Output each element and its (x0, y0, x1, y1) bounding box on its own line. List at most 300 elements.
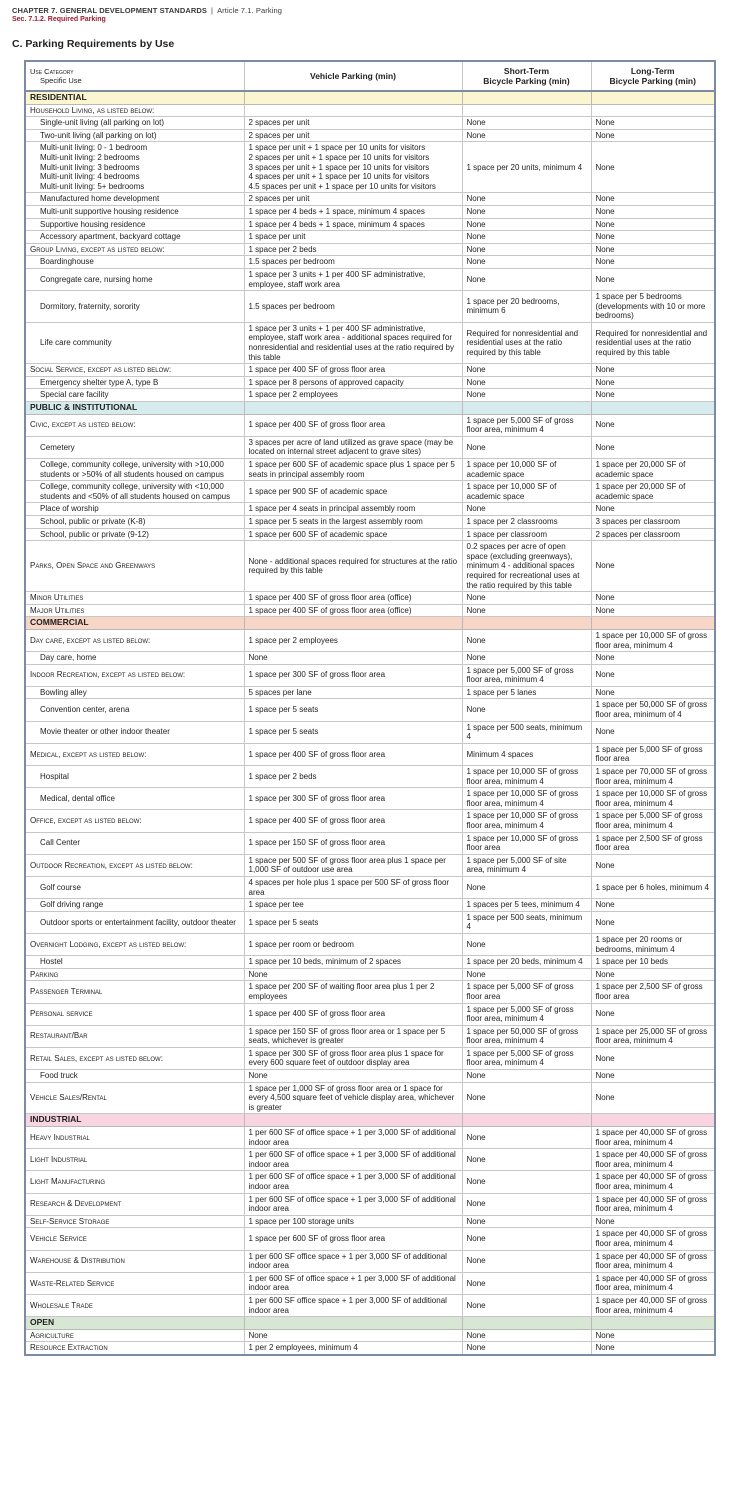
short-term-cell: 1 space per 20 beds, minimum 4 (462, 956, 591, 969)
vehicle-cell: 1 space per 400 SF of gross floor area (244, 810, 462, 832)
long-term-cell: 1 space per 20 rooms or bedrooms, minimum 4 (591, 933, 715, 955)
use-cell: School, public or private (9-12) (25, 528, 244, 541)
short-term-cell: 1 space per 50,000 SF of gross floor area, minimum 4 (462, 1025, 591, 1047)
table-row (25, 231, 715, 244)
vehicle-cell: 1 space per 3 units + 1 per 400 SF administrative, employee, staff work area (244, 268, 462, 290)
table-row (25, 268, 715, 290)
long-term-cell: None (591, 231, 715, 244)
use-group-cell: Indoor Recreation, except as listed below: (25, 664, 244, 686)
use-cell: Emergency shelter type A, type B (25, 376, 244, 389)
table-row (25, 436, 715, 458)
table-header-row (25, 61, 715, 91)
short-term-cell: 1 space per classroom (462, 528, 591, 541)
table-row (25, 528, 715, 541)
use-cell (25, 142, 244, 193)
long-term-cell: None (591, 854, 715, 876)
use-cell: College, community college, university with >10,000 students or >50% of all students housed on campus (25, 459, 244, 481)
use-cell: Dormitory, fraternity, sorority (25, 291, 244, 323)
vehicle-cell: 1.5 spaces per bedroom (244, 291, 462, 323)
short-term-cell: 1 spaces per 5 tees, minimum 4 (462, 899, 591, 912)
use-cell: Day care, home (25, 652, 244, 665)
short-term-cell: 1 space per 20 units, minimum 4 (462, 142, 591, 193)
vehicle-cell: 3 spaces per acre of land utilized as grave space (may be located on internal street adjacent to grave sites) (244, 436, 462, 458)
long-term-cell: 1 space per 40,000 SF of gross floor area, minimum 4 (591, 1149, 715, 1171)
short-term-cell: None (462, 364, 591, 377)
use-group-cell: Minor Utilities (25, 592, 244, 605)
long-term-cell: None (591, 364, 715, 377)
use-cell: Special care facility (25, 389, 244, 402)
vehicle-cell: 1 space per 500 SF of gross floor area plus 1 space per 1,000 SF of outdoor use area (244, 854, 462, 876)
short-term-cell: None (462, 193, 591, 206)
use-group-cell: Day care, except as listed below: (25, 629, 244, 651)
short-term-cell: None (462, 243, 591, 256)
page-title: C. Parking Requirements by Use (12, 38, 175, 50)
use-group-cell: Research & Development (25, 1193, 244, 1215)
long-term-cell: 1 space per 50,000 SF of gross floor area, minimum of 4 (591, 699, 715, 721)
short-term-label: Short-Term (503, 66, 550, 76)
use-cell: Manufactured home development (25, 193, 244, 206)
use-group-cell: Light Industrial (25, 1149, 244, 1171)
table-row (25, 721, 715, 743)
use-group-cell: Resource Extraction (25, 1342, 244, 1355)
use-group-cell: Passenger Terminal (25, 981, 244, 1003)
parking-requirements-table (24, 60, 716, 1356)
table-row (25, 968, 715, 981)
short-term-cell: None (462, 129, 591, 142)
category-blank (244, 617, 462, 630)
table-row (25, 876, 715, 898)
table-row (25, 243, 715, 256)
short-term-cell: None (462, 436, 591, 458)
long-term-cell: None (591, 1003, 715, 1025)
table-row (25, 1127, 715, 1149)
table-row (25, 956, 715, 969)
vehicle-cell: 1 per 600 SF of office space + 1 per 3,000 SF of additional indoor area (244, 1127, 462, 1149)
table-row (25, 117, 715, 130)
use-cell: Hospital (25, 766, 244, 788)
use-cell: Multi-unit supportive housing residence (25, 205, 244, 218)
short-term-cell: None (462, 1193, 591, 1215)
table-row (25, 364, 715, 377)
vehicle-cell: 1 space per 4 seats in principal assembly room (244, 503, 462, 516)
long-term-cell: None (591, 968, 715, 981)
short-term-cell: 1 space per 5 lanes (462, 686, 591, 699)
long-term-cell: 1 space per 20,000 SF of academic space (591, 481, 715, 503)
long-term-cell: 1 space per 70,000 SF of gross floor area, minimum 4 (591, 766, 715, 788)
use-group-cell: Wholesale Trade (25, 1294, 244, 1316)
vehicle-cell: 1 space per 8 persons of approved capacity (244, 376, 462, 389)
table-row (25, 104, 715, 117)
category-name: RESIDENTIAL (25, 91, 244, 104)
short-term-cell: 1 space per 10,000 SF of gross floor area, minimum 4 (462, 766, 591, 788)
vehicle-cell (244, 142, 462, 193)
long-term-cell: 2 spaces per classroom (591, 528, 715, 541)
long-term-column-header (591, 61, 715, 91)
long-term-cell: None (591, 268, 715, 290)
vehicle-cell: 1 space per 2 beds (244, 766, 462, 788)
table-row (25, 1193, 715, 1215)
vehicle-cell: 1 space per 900 SF of academic space (244, 481, 462, 503)
vehicle-cell: 1 space per 400 SF of gross floor area (244, 414, 462, 436)
use-group-cell: Personal service (25, 1003, 244, 1025)
use-cell: Boardinghouse (25, 256, 244, 269)
short-term-cell: None (462, 205, 591, 218)
use-cell: Cemetery (25, 436, 244, 458)
category-blank (244, 1317, 462, 1330)
category-row (25, 91, 715, 104)
long-term-cell: None (591, 503, 715, 516)
vehicle-line: 4.5 spaces per unit + 1 space per 10 units for visitors (248, 181, 436, 191)
category-blank (591, 91, 715, 104)
category-row (25, 617, 715, 630)
table-row (25, 899, 715, 912)
short-term-cell: 0.2 spaces per acre of open space (excluding greenways), minimum 4 - additional spaces required for recreational uses at the ratio required by this table (462, 541, 591, 592)
use-cell: Bowling alley (25, 686, 244, 699)
use-group-cell: Vehicle Service (25, 1228, 244, 1250)
use-group-cell: Major Utilities (25, 604, 244, 617)
vehicle-column-header (244, 61, 462, 91)
use-line: Multi-unit living: 5+ bedrooms (40, 181, 145, 191)
long-term-cell: 1 space per 10 beds (591, 956, 715, 969)
use-group-cell: Social Service, except as listed below: (25, 364, 244, 377)
use-cell: School, public or private (K-8) (25, 515, 244, 528)
short-term-cell: 1 space per 5,000 SF of gross floor area, minimum 4 (462, 1003, 591, 1025)
short-term-cell: None (462, 604, 591, 617)
vehicle-cell: 1 space per 600 SF of gross floor area (244, 1228, 462, 1250)
long-term-cell: None (591, 1342, 715, 1355)
table-row (25, 743, 715, 765)
table-row (25, 652, 715, 665)
short-term-cell: None (462, 389, 591, 402)
short-term-cell: None (462, 1250, 591, 1272)
article-title: Article 7.1. Parking (217, 6, 283, 15)
use-group-cell: Retail Sales, except as listed below: (25, 1047, 244, 1069)
use-line: Multi-unit living: 2 bedrooms (40, 152, 140, 162)
short-term-cell: None (462, 231, 591, 244)
category-blank (591, 1317, 715, 1330)
vehicle-cell: 2 spaces per unit (244, 117, 462, 130)
table-row (25, 981, 715, 1003)
use-cell: Movie theater or other indoor theater (25, 721, 244, 743)
use-cell: Golf driving range (25, 899, 244, 912)
long-term-cell: None (591, 592, 715, 605)
vehicle-cell: 1 space per 3 units + 1 per 400 SF administrative, employee, staff work area - additional spaces required for nonresidential and residential uses at the ratio required by this table (244, 322, 462, 363)
use-cell: Life care community (25, 322, 244, 363)
table-row (25, 1047, 715, 1069)
long-term-cell: 1 space per 20,000 SF of academic space (591, 459, 715, 481)
table-row (25, 503, 715, 516)
long-term-cell: 1 space per 10,000 SF of gross floor area, minimum 4 (591, 788, 715, 810)
table-row (25, 1342, 715, 1355)
short-term-cell: Minimum 4 spaces (462, 743, 591, 765)
long-term-cell: 1 space per 5 bedrooms (developments with 10 or more bedrooms) (591, 291, 715, 323)
use-group-cell: Group Living, except as listed below: (25, 243, 244, 256)
long-term-label: Long-Term (630, 66, 675, 76)
table-row (25, 322, 715, 363)
table-row (25, 389, 715, 402)
long-term-cell: None (591, 117, 715, 130)
vehicle-cell: 1 space per 600 SF of academic space plus 1 space per 5 seats in principal assembly room (244, 459, 462, 481)
vehicle-cell: 1 space per 400 SF of gross floor area (244, 364, 462, 377)
table-row (25, 699, 715, 721)
table-row (25, 1082, 715, 1114)
chapter-title: CHAPTER 7. GENERAL DEVELOPMENT STANDARDS (12, 6, 207, 15)
table-row (25, 1070, 715, 1083)
short-term-cell: None (462, 1082, 591, 1114)
vehicle-cell: 1 space per 100 storage units (244, 1215, 462, 1228)
long-term-cell: 3 spaces per classroom (591, 515, 715, 528)
short-term-cell: None (462, 1127, 591, 1149)
vehicle-cell: 1 space per unit (244, 231, 462, 244)
short-term-cell: None (462, 1149, 591, 1171)
long-term-cell: None (591, 721, 715, 743)
use-cell: Single-unit living (all parking on lot) (25, 117, 244, 130)
page-header (12, 6, 282, 24)
vehicle-cell: 1 space per 150 SF of gross floor area or 1 space per 5 seats, whichever is greater (244, 1025, 462, 1047)
category-blank (462, 617, 591, 630)
long-term-cell: 1 space per 40,000 SF of gross floor area, minimum 4 (591, 1171, 715, 1193)
short-term-cell: None (462, 1171, 591, 1193)
table-row (25, 664, 715, 686)
vehicle-cell: 1 per 600 SF office space + 1 per 3,000 SF of additional indoor area (244, 1250, 462, 1272)
table-row (25, 604, 715, 617)
vehicle-cell: 1 space per 600 SF of academic space (244, 528, 462, 541)
category-blank (462, 402, 591, 415)
short-term-cell: Required for nonresidential and residential uses at the ratio required by this table (462, 322, 591, 363)
use-cell: Hostel (25, 956, 244, 969)
category-name: INDUSTRIAL (25, 1114, 244, 1127)
table-row (25, 629, 715, 651)
vehicle-cell: 1 space per 150 SF of gross floor area (244, 832, 462, 854)
vehicle-cell: 1 space per 400 SF of gross floor area (office) (244, 592, 462, 605)
table-row (25, 1329, 715, 1342)
vehicle-cell: 1 space per 1,000 SF of gross floor area or 1 space for every 4,500 square feet of vehicle display area, whichever is greater (244, 1082, 462, 1114)
table-row (25, 541, 715, 592)
use-line: Multi-unit living: 3 bedrooms (40, 162, 140, 172)
use-cell: Place of worship (25, 503, 244, 516)
vehicle-cell: 1 space per 300 SF of gross floor area plus 1 space for every 600 square feet of outdoor display area (244, 1047, 462, 1069)
long-term-cell: None (591, 414, 715, 436)
use-group-cell: Self-Service Storage (25, 1215, 244, 1228)
vehicle-cell: 1 space per 2 employees (244, 389, 462, 402)
short-term-cell: 1 space per 2 classrooms (462, 515, 591, 528)
table-row (25, 788, 715, 810)
short-term-cell: None (462, 629, 591, 651)
category-name: OPEN (25, 1317, 244, 1330)
category-blank (462, 1317, 591, 1330)
long-term-cell: 1 space per 40,000 SF of gross floor area, minimum 4 (591, 1250, 715, 1272)
long-term-cell: 1 space per 5,000 SF of gross floor area (591, 743, 715, 765)
table-row (25, 291, 715, 323)
use-cell: Supportive housing residence (25, 218, 244, 231)
table-row (25, 854, 715, 876)
vehicle-cell: 1 space per 10 beds, minimum of 2 spaces (244, 956, 462, 969)
long-term-sublabel: Bicycle Parking (min) (609, 76, 696, 86)
long-term-cell: None (591, 218, 715, 231)
long-term-cell: 1 space per 10,000 SF of gross floor area, minimum 4 (591, 629, 715, 651)
short-term-cell: None (462, 933, 591, 955)
short-term-cell: 1 space per 5,000 SF of gross floor area (462, 981, 591, 1003)
short-term-cell: None (462, 1272, 591, 1294)
short-term-cell: 1 space per 20 bedrooms, minimum 6 (462, 291, 591, 323)
long-term-cell: 1 space per 40,000 SF of gross floor area, minimum 4 (591, 1228, 715, 1250)
vehicle-cell: 1 space per 200 SF of waiting floor area plus 1 per 2 employees (244, 981, 462, 1003)
short-term-cell: None (462, 1342, 591, 1355)
use-cell: Call Center (25, 832, 244, 854)
long-term-cell: None (591, 1070, 715, 1083)
vehicle-cell: 1 per 600 SF of office space + 1 per 3,000 SF of additional indoor area (244, 1272, 462, 1294)
vehicle-cell: 1 space per 300 SF of gross floor area (244, 664, 462, 686)
category-blank (591, 402, 715, 415)
vehicle-line: 1 space per unit + 1 space per 10 units for visitors (248, 143, 426, 153)
table-row (25, 1215, 715, 1228)
long-term-cell: None (591, 436, 715, 458)
vehicle-cell: 1 space per 4 beds + 1 space, minimum 4 spaces (244, 218, 462, 231)
category-blank (244, 1114, 462, 1127)
vehicle-cell: None (244, 652, 462, 665)
category-blank (244, 402, 462, 415)
vehicle-cell: 5 spaces per lane (244, 686, 462, 699)
table-row (25, 766, 715, 788)
short-term-cell: None (462, 699, 591, 721)
vehicle-cell: 1 space per 300 SF of gross floor area (244, 788, 462, 810)
short-term-cell: None (462, 503, 591, 516)
short-term-cell: None (462, 1228, 591, 1250)
vehicle-line: 3 spaces per unit + 1 space per 10 units for visitors (248, 162, 430, 172)
short-term-cell: None (462, 968, 591, 981)
vehicle-cell: 1 space per 400 SF of gross floor area (244, 743, 462, 765)
table-row (25, 933, 715, 955)
vehicle-cell: 1 space per 2 beds (244, 243, 462, 256)
vehicle-cell: None - additional spaces required for structures at the ratio required by this table (244, 541, 462, 592)
vehicle-cell: 1 space per 400 SF of gross floor area (244, 1003, 462, 1025)
use-group-cell: Civic, except as listed below: (25, 414, 244, 436)
short-term-cell: 1 space per 5,000 SF of gross floor area, minimum 4 (462, 664, 591, 686)
use-cell: Congregate care, nursing home (25, 268, 244, 290)
short-term-cell: 1 space per 10,000 SF of gross floor area (462, 832, 591, 854)
use-group-cell: Medical, except as listed below: (25, 743, 244, 765)
table-row (25, 515, 715, 528)
long-term-cell: None (591, 142, 715, 193)
vehicle-cell: 1 space per 5 seats (244, 911, 462, 933)
table-row (25, 1272, 715, 1294)
long-term-cell: None (591, 686, 715, 699)
vehicle-cell: 4 spaces per hole plus 1 space per 500 SF of gross floor area (244, 876, 462, 898)
long-term-cell (591, 104, 715, 117)
vehicle-cell: 1 space per 5 seats in the largest assembly room (244, 515, 462, 528)
vehicle-cell: None (244, 968, 462, 981)
use-cell: Two-unit living (all parking on lot) (25, 129, 244, 142)
use-group-cell: Parks, Open Space and Greenways (25, 541, 244, 592)
use-group-cell: Heavy Industrial (25, 1127, 244, 1149)
short-term-cell: 1 space per 10,000 SF of gross floor area, minimum 4 (462, 788, 591, 810)
use-cell: Accessory apartment, backyard cottage (25, 231, 244, 244)
category-row (25, 1317, 715, 1330)
category-name: PUBLIC & INSTITUTIONAL (25, 402, 244, 415)
table-row (25, 1294, 715, 1316)
long-term-cell: 1 space per 40,000 SF of gross floor area, minimum 4 (591, 1193, 715, 1215)
table-row (25, 218, 715, 231)
short-term-cell: 1 space per 500 seats, minimum 4 (462, 911, 591, 933)
use-group-cell: Vehicle Sales/Rental (25, 1082, 244, 1114)
use-group-cell: Household Living, as listed below: (25, 104, 244, 117)
long-term-cell: None (591, 899, 715, 912)
long-term-cell: None (591, 604, 715, 617)
long-term-cell: None (591, 376, 715, 389)
table-row (25, 459, 715, 481)
use-cell: Convention center, arena (25, 699, 244, 721)
long-term-cell: None (591, 1047, 715, 1069)
vehicle-cell: 1 per 600 SF of office space + 1 per 3,000 SF of additional indoor area (244, 1171, 462, 1193)
use-category-label: Use Category (30, 67, 74, 76)
table-row (25, 205, 715, 218)
category-blank (462, 91, 591, 104)
short-term-cell: None (462, 268, 591, 290)
use-group-cell: Agriculture (25, 1329, 244, 1342)
table-row (25, 592, 715, 605)
chapter-line (12, 6, 282, 15)
short-term-cell: None (462, 876, 591, 898)
short-term-cell: None (462, 117, 591, 130)
vehicle-cell: 2 spaces per unit (244, 193, 462, 206)
table-row (25, 376, 715, 389)
long-term-cell: 1 space per 2,500 SF of gross floor area (591, 832, 715, 854)
use-group-cell: Warehouse & Distribution (25, 1250, 244, 1272)
vehicle-cell: 1.5 spaces per bedroom (244, 256, 462, 269)
long-term-cell: None (591, 256, 715, 269)
long-term-cell: 1 space per 40,000 SF of gross floor area, minimum 4 (591, 1127, 715, 1149)
table-row (25, 256, 715, 269)
table-row (25, 1149, 715, 1171)
table-row (25, 129, 715, 142)
section-label: Sec. 7.1.2. Required Parking (12, 16, 106, 23)
table-row (25, 481, 715, 503)
vehicle-cell: 1 space per 4 beds + 1 space, minimum 4 spaces (244, 205, 462, 218)
long-term-cell: 1 space per 40,000 SF of gross floor area, minimum 4 (591, 1272, 715, 1294)
category-blank (591, 1114, 715, 1127)
short-term-cell: 1 space per 10,000 SF of academic space (462, 481, 591, 503)
long-term-cell: None (591, 541, 715, 592)
use-group-cell: Waste-Related Service (25, 1272, 244, 1294)
use-group-cell: Outdoor Recreation, except as listed below: (25, 854, 244, 876)
specific-use-label: Specific Use (40, 76, 82, 85)
use-group-cell: Overnight Lodging, except as listed below: (25, 933, 244, 955)
category-blank (591, 617, 715, 630)
category-row (25, 402, 715, 415)
vehicle-line: 2 spaces per unit + 1 space per 10 units for visitors (248, 152, 430, 162)
short-term-cell: 1 space per 10,000 SF of academic space (462, 459, 591, 481)
vehicle-line: 4 spaces per unit + 1 space per 10 units for visitors (248, 172, 430, 182)
vehicle-cell: 1 per 600 SF office space + 1 per 3,000 SF of additional indoor area (244, 1294, 462, 1316)
short-term-cell: None (462, 1215, 591, 1228)
use-line: Multi-unit living: 0 - 1 bedroom (40, 143, 148, 153)
short-term-cell: None (462, 376, 591, 389)
table-row (25, 1228, 715, 1250)
long-term-cell: None (591, 664, 715, 686)
use-cell: College, community college, university with <10,000 students and <50% of all students housed on campus (25, 481, 244, 503)
vehicle-cell: 1 space per 5 seats (244, 721, 462, 743)
short-term-sublabel: Bicycle Parking (min) (483, 76, 570, 86)
short-term-cell: None (462, 1070, 591, 1083)
long-term-cell: 1 space per 25,000 SF of gross floor area, minimum 4 (591, 1025, 715, 1047)
long-term-cell: None (591, 389, 715, 402)
long-term-cell: None (591, 205, 715, 218)
long-term-cell: None (591, 243, 715, 256)
table-row (25, 810, 715, 832)
use-cell: Food truck (25, 1070, 244, 1083)
short-term-cell: 1 space per 5,000 SF of site area, minimum 4 (462, 854, 591, 876)
long-term-cell: 1 space per 2,500 SF of gross floor area (591, 981, 715, 1003)
